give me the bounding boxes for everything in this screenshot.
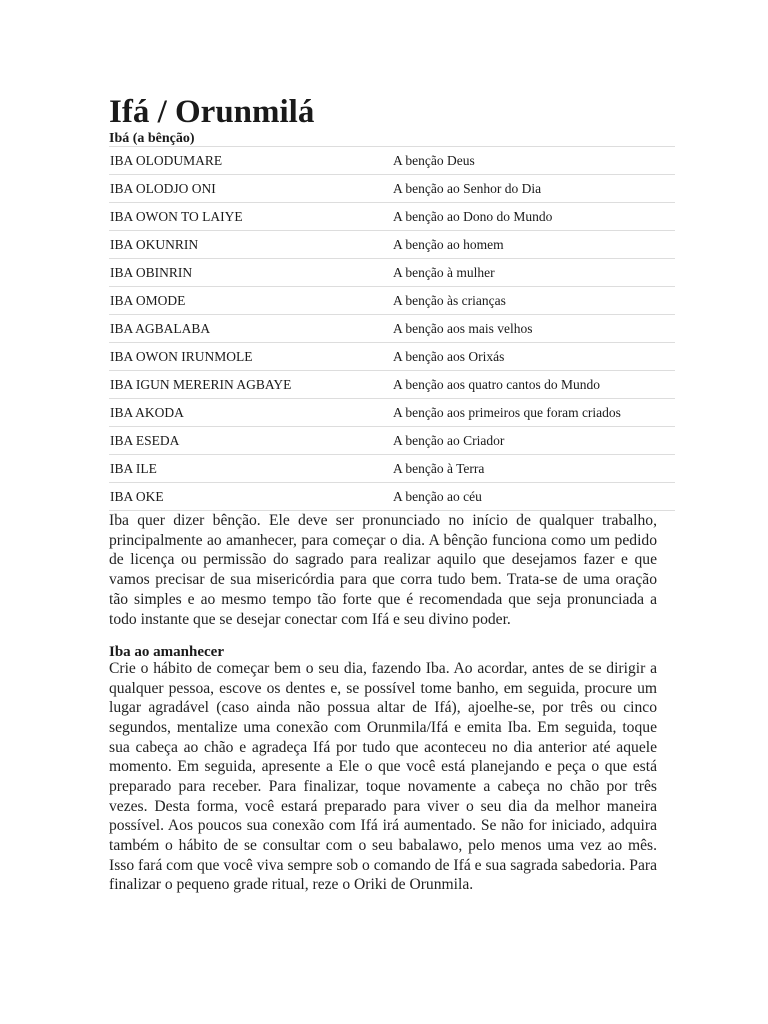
table-row — [109, 371, 675, 399]
table-row — [109, 175, 675, 203]
term-cell: IBA OWON TO LAIYE — [110, 209, 243, 224]
term-cell: IBA ESEDA — [110, 433, 180, 448]
section-heading: Iba ao amanhecer — [109, 644, 224, 660]
meaning-cell: A benção aos mais velhos — [393, 321, 533, 336]
term-cell: IBA OBINRIN — [110, 265, 193, 280]
table-row — [109, 427, 675, 455]
term-cell: IBA OMODE — [110, 293, 186, 308]
meaning-cell: A benção aos quatro cantos do Mundo — [393, 377, 600, 392]
term-cell: IBA OKE — [110, 489, 164, 504]
table-row — [109, 147, 675, 175]
term-cell: IBA IGUN MERERIN AGBAYE — [110, 377, 292, 392]
term-cell: IBA OKUNRIN — [110, 237, 199, 252]
table-row — [109, 259, 675, 287]
meaning-cell: A benção ao céu — [393, 489, 482, 504]
meaning-cell: A benção ao Dono do Mundo — [393, 209, 553, 224]
meaning-cell: A benção às crianças — [393, 293, 506, 308]
meaning-cell: A benção à Terra — [393, 461, 485, 476]
page-subtitle: Ibá (a bênção) — [109, 131, 195, 146]
meaning-cell: A benção ao Senhor do Dia — [393, 181, 542, 196]
meaning-cell: A benção aos Orixás — [393, 349, 505, 364]
meaning-cell: A benção à mulher — [393, 265, 495, 280]
meaning-cell: A benção aos primeiros que foram criados — [393, 405, 621, 420]
section-paragraph: Crie o hábito de começar bem o seu dia, fazendo Iba. Ao acordar, antes de se dirigir a qualquer pessoa, escove os dentes e, se possível tome banho, em seguida, procure um lugar agradável (caso ainda não possua altar de Ifá), ajoelhe-se, por três ou cinco segundos, mentalize uma conexão com Orunmila/Ifá e emita Iba. Em seguida, toque sua cabeça ao chão e agradeça Ifá por tudo que aconteceu no dia anterior até aquele momento. Em seguida, apresente a Ele o que você está planejando e peça o que está preparado para receber. Para finalizar, toque novamente a cabeça no chão por três vezes. Desta forma, você estará preparado para viver o seu dia da melhor maneira possível. Aos poucos sua conexão com Ifá irá aumentado. Se não for iniciado, adquira também o hábito de se consultar com o seu babalawo, pelo menos uma vez ao mês. Isso fará com que você viva sempre sob o comando de Ifá e sua sagrada sabedoria. Para finalizar o pequeno grade ritual, reze o Oriki de Orunmila. — [109, 660, 657, 894]
term-cell: IBA OLODJO ONI — [110, 181, 216, 196]
meaning-cell: A benção Deus — [393, 153, 475, 168]
term-cell: IBA OWON IRUNMOLE — [110, 349, 253, 364]
intro-paragraph: Iba quer dizer bênção. Ele deve ser pronunciado no início de qualquer trabalho, principalmente ao amanhecer, para começar o dia. A bênção funciona como um pedido de licença ou permissão do sagrado para realizar aquilo que desejamos fazer e que vamos precisar de sua misericórdia para que corra tudo bem. Trata-se de uma oração tão simples e ao mesmo tempo tão forte que é recomendada que seja pronunciada a todo instante que se desejar conectar com Ifá e seu divino poder. — [109, 512, 657, 628]
table-row — [109, 483, 675, 511]
table-row — [109, 287, 675, 315]
term-cell: IBA AKODA — [110, 405, 184, 420]
table-row — [109, 315, 675, 343]
table-row — [109, 343, 675, 371]
table-row — [109, 203, 675, 231]
table-row — [109, 455, 675, 483]
meaning-cell: A benção ao homem — [393, 237, 504, 252]
table-row — [109, 231, 675, 259]
page-title: Ifá / Orunmilá — [109, 94, 315, 130]
table-row — [109, 399, 675, 427]
term-cell: IBA ILE — [110, 461, 157, 476]
term-cell: IBA OLODUMARE — [110, 153, 223, 168]
term-cell: IBA AGBALABA — [110, 321, 211, 336]
meaning-cell: A benção ao Criador — [393, 433, 505, 448]
blessings-table — [109, 146, 675, 511]
